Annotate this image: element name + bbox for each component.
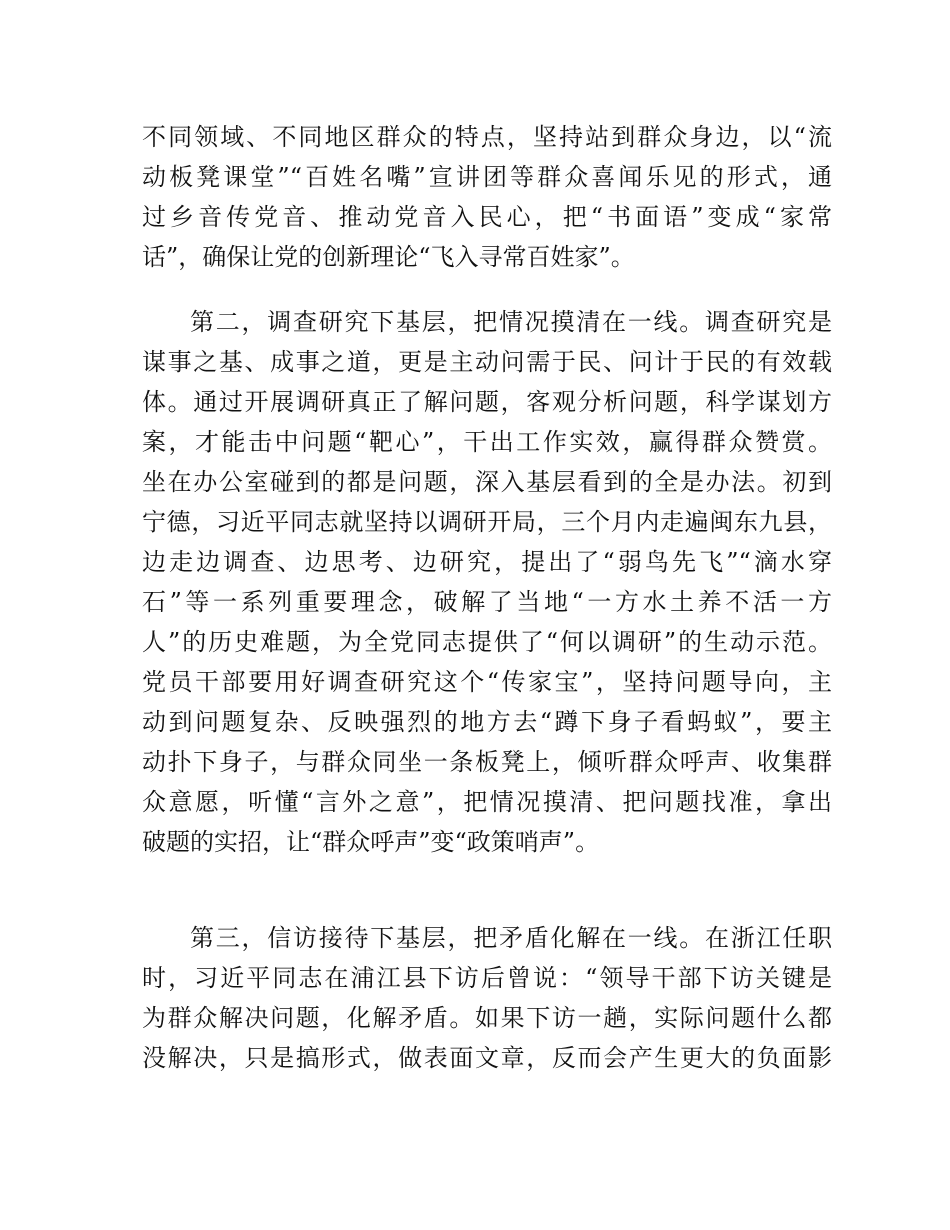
text-line: 边走边调查、边思考、边研究，提出了“弱鸟先飞”“滴水穿 bbox=[142, 548, 832, 576]
paragraph-1 bbox=[142, 117, 832, 277]
text-line: 众意愿，听懂“言外之意”，把情况摸清、把问题找准，拿出 bbox=[142, 788, 832, 816]
paragraph-2 bbox=[142, 302, 832, 862]
text-line: 动到问题复杂、反映强烈的地方去“蹲下身子看蚂蚁”，要主 bbox=[142, 708, 832, 736]
text-line: 体。通过开展调研真正了解问题，客观分析问题，科学谋划方 bbox=[142, 388, 832, 416]
text-line: 时，习近平同志在浦江县下访后曾说：“领导干部下访关键是 bbox=[142, 964, 832, 992]
text-line: 案，才能击中问题“靶心”，干出工作实效，赢得群众赞赏。 bbox=[142, 428, 832, 456]
text-line: 过乡音传党音、推动党音入民心，把“书面语”变成“家常 bbox=[142, 203, 832, 231]
text-line: 石”等一系列重要理念，破解了当地“一方水土养不活一方 bbox=[142, 588, 832, 616]
text-line: 没解决，只是搞形式，做表面文章，反而会产生更大的负面影 bbox=[142, 1044, 832, 1072]
text-line: 党员干部要用好调查研究这个“传家宝”，坚持问题导向，主 bbox=[142, 668, 832, 696]
paragraph-3 bbox=[142, 918, 832, 1078]
text-line: 为群众解决问题，化解矛盾。如果下访一趟，实际问题什么都 bbox=[142, 1004, 832, 1032]
text-line: 破题的实招，让“群众呼声”变“政策哨声”。 bbox=[142, 828, 600, 856]
text-line: 动板凳课堂”“百姓名嘴”宣讲团等群众喜闻乐见的形式，通 bbox=[142, 163, 832, 191]
text-line: 坐在办公室碰到的都是问题，深入基层看到的全是办法。初到 bbox=[142, 468, 832, 496]
text-line: 第二，调查研究下基层，把情况摸清在一线。调查研究是 bbox=[190, 308, 832, 336]
text-line: 动扑下身子，与群众同坐一条板凳上，倾听群众呼声、收集群 bbox=[142, 748, 832, 776]
text-line: 宁德，习近平同志就坚持以调研开局，三个月内走遍闽东九县， bbox=[142, 508, 832, 536]
text-line: 谋事之基、成事之道，更是主动问需于民、问计于民的有效载 bbox=[142, 348, 832, 376]
text-line: 话”，确保让党的创新理论“飞入寻常百姓家”。 bbox=[142, 243, 635, 271]
text-line: 人”的历史难题，为全党同志提供了“何以调研”的生动示范。 bbox=[142, 628, 832, 656]
text-line: 第三，信访接待下基层，把矛盾化解在一线。在浙江任职 bbox=[190, 924, 832, 952]
text-line: 不同领域、不同地区群众的特点，坚持站到群众身边，以“流 bbox=[142, 123, 832, 151]
